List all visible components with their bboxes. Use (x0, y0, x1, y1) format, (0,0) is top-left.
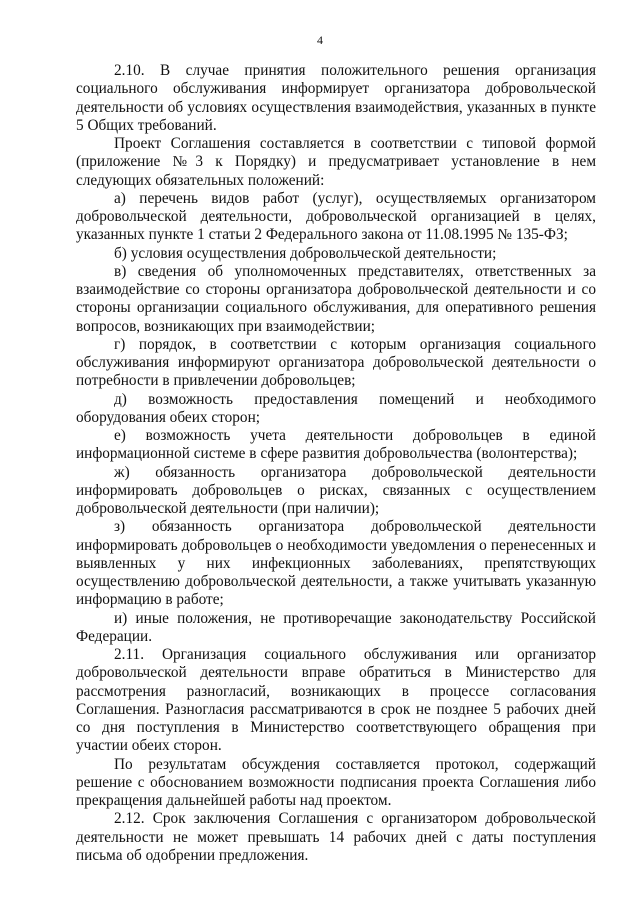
list-item-g: г) порядок, в соответствии с которым организация социального обслуживания информируют организатора добровольческой деятельности о потребности в привлечении добровольцев; (76, 335, 596, 390)
paragraph-2-10: 2.10. В случае принятия положительного решения организация социального обслуживания информирует организатора добровольческой деятельности об условиях осуществления взаимодействия, указанных в пункте 5 Общих требований. (76, 62, 596, 134)
list-item-zh: ж) обязанность организатора добровольческой деятельности информировать добровольцев о рисках, связанных с осуществлением добровольческой деятельности (при наличии); (76, 463, 596, 517)
paragraph-draft-agreement: Проект Соглашения составляется в соответствии с типовой формой (приложение №3 к Порядку) и предусматривает установление в нем следующих обязательных положений: (76, 135, 596, 189)
document-body (76, 62, 596, 865)
list-item-d: д) возможность предоставления помещений и необходимого оборудования обеих сторон; (76, 390, 596, 426)
list-item-a: а) перечень видов работ (услуг), осуществляемых организатором добровольческой деятельности, добровольческой организацией в целях, указанных пункте 1 статьи 2 Федерального закона от 11.08.1995 № 135-ФЗ; (76, 189, 596, 244)
list-item-z: з) обязанность организатора добровольческой деятельности информировать добровольцев о необходимости уведомления о перенесенных и выявленных у них инфекционных заболеваниях, препятствующих осуществлению добровольческой деятельности, а также учитывать указанную информацию в работе; (76, 518, 596, 609)
list-item-i: и) иные положения, не противоречащие законодательству Российской Федерации. (76, 609, 596, 645)
paragraph-protocol: По результатам обсуждения составляется протокол, содержащий решение с обоснованием возможности подписания проекта Соглашения либо прекращения дальнейшей работы над проектом. (76, 755, 596, 809)
list-item-b: б) условия осуществления добровольческой деятельности; (114, 244, 497, 262)
list-item-v: в) сведения об уполномоченных представителях, ответственных за взаимодействие со стороны организатора добровольческой деятельности и со стороны организации социального обслуживания, для оперативного решения вопросов, возникающих при взаимодействии; (76, 262, 596, 335)
list-item-e: е) возможность учета деятельности добровольцев в единой информационной системе в сфере развития добровольчества (волонтерства); (76, 427, 596, 463)
page-number: 4 (317, 33, 323, 47)
paragraph-2-11: 2.11. Организация социального обслуживания или организатор добровольческой деятельности вправе обратиться в Министерство для рассмотрения разногласий, возникающих в процессе согласования Соглашения. Разногласия рассматриваются в срок не позднее 5 рабочих дней со дня поступления в Министерство соответствующего обращения при участии обеих сторон. (76, 646, 596, 755)
paragraph-2-12: 2.12. Срок заключения Соглашения с организатором добровольческой деятельности не может превышать 14 рабочих дней с даты поступления письма об одобрении предложения. (76, 810, 596, 864)
